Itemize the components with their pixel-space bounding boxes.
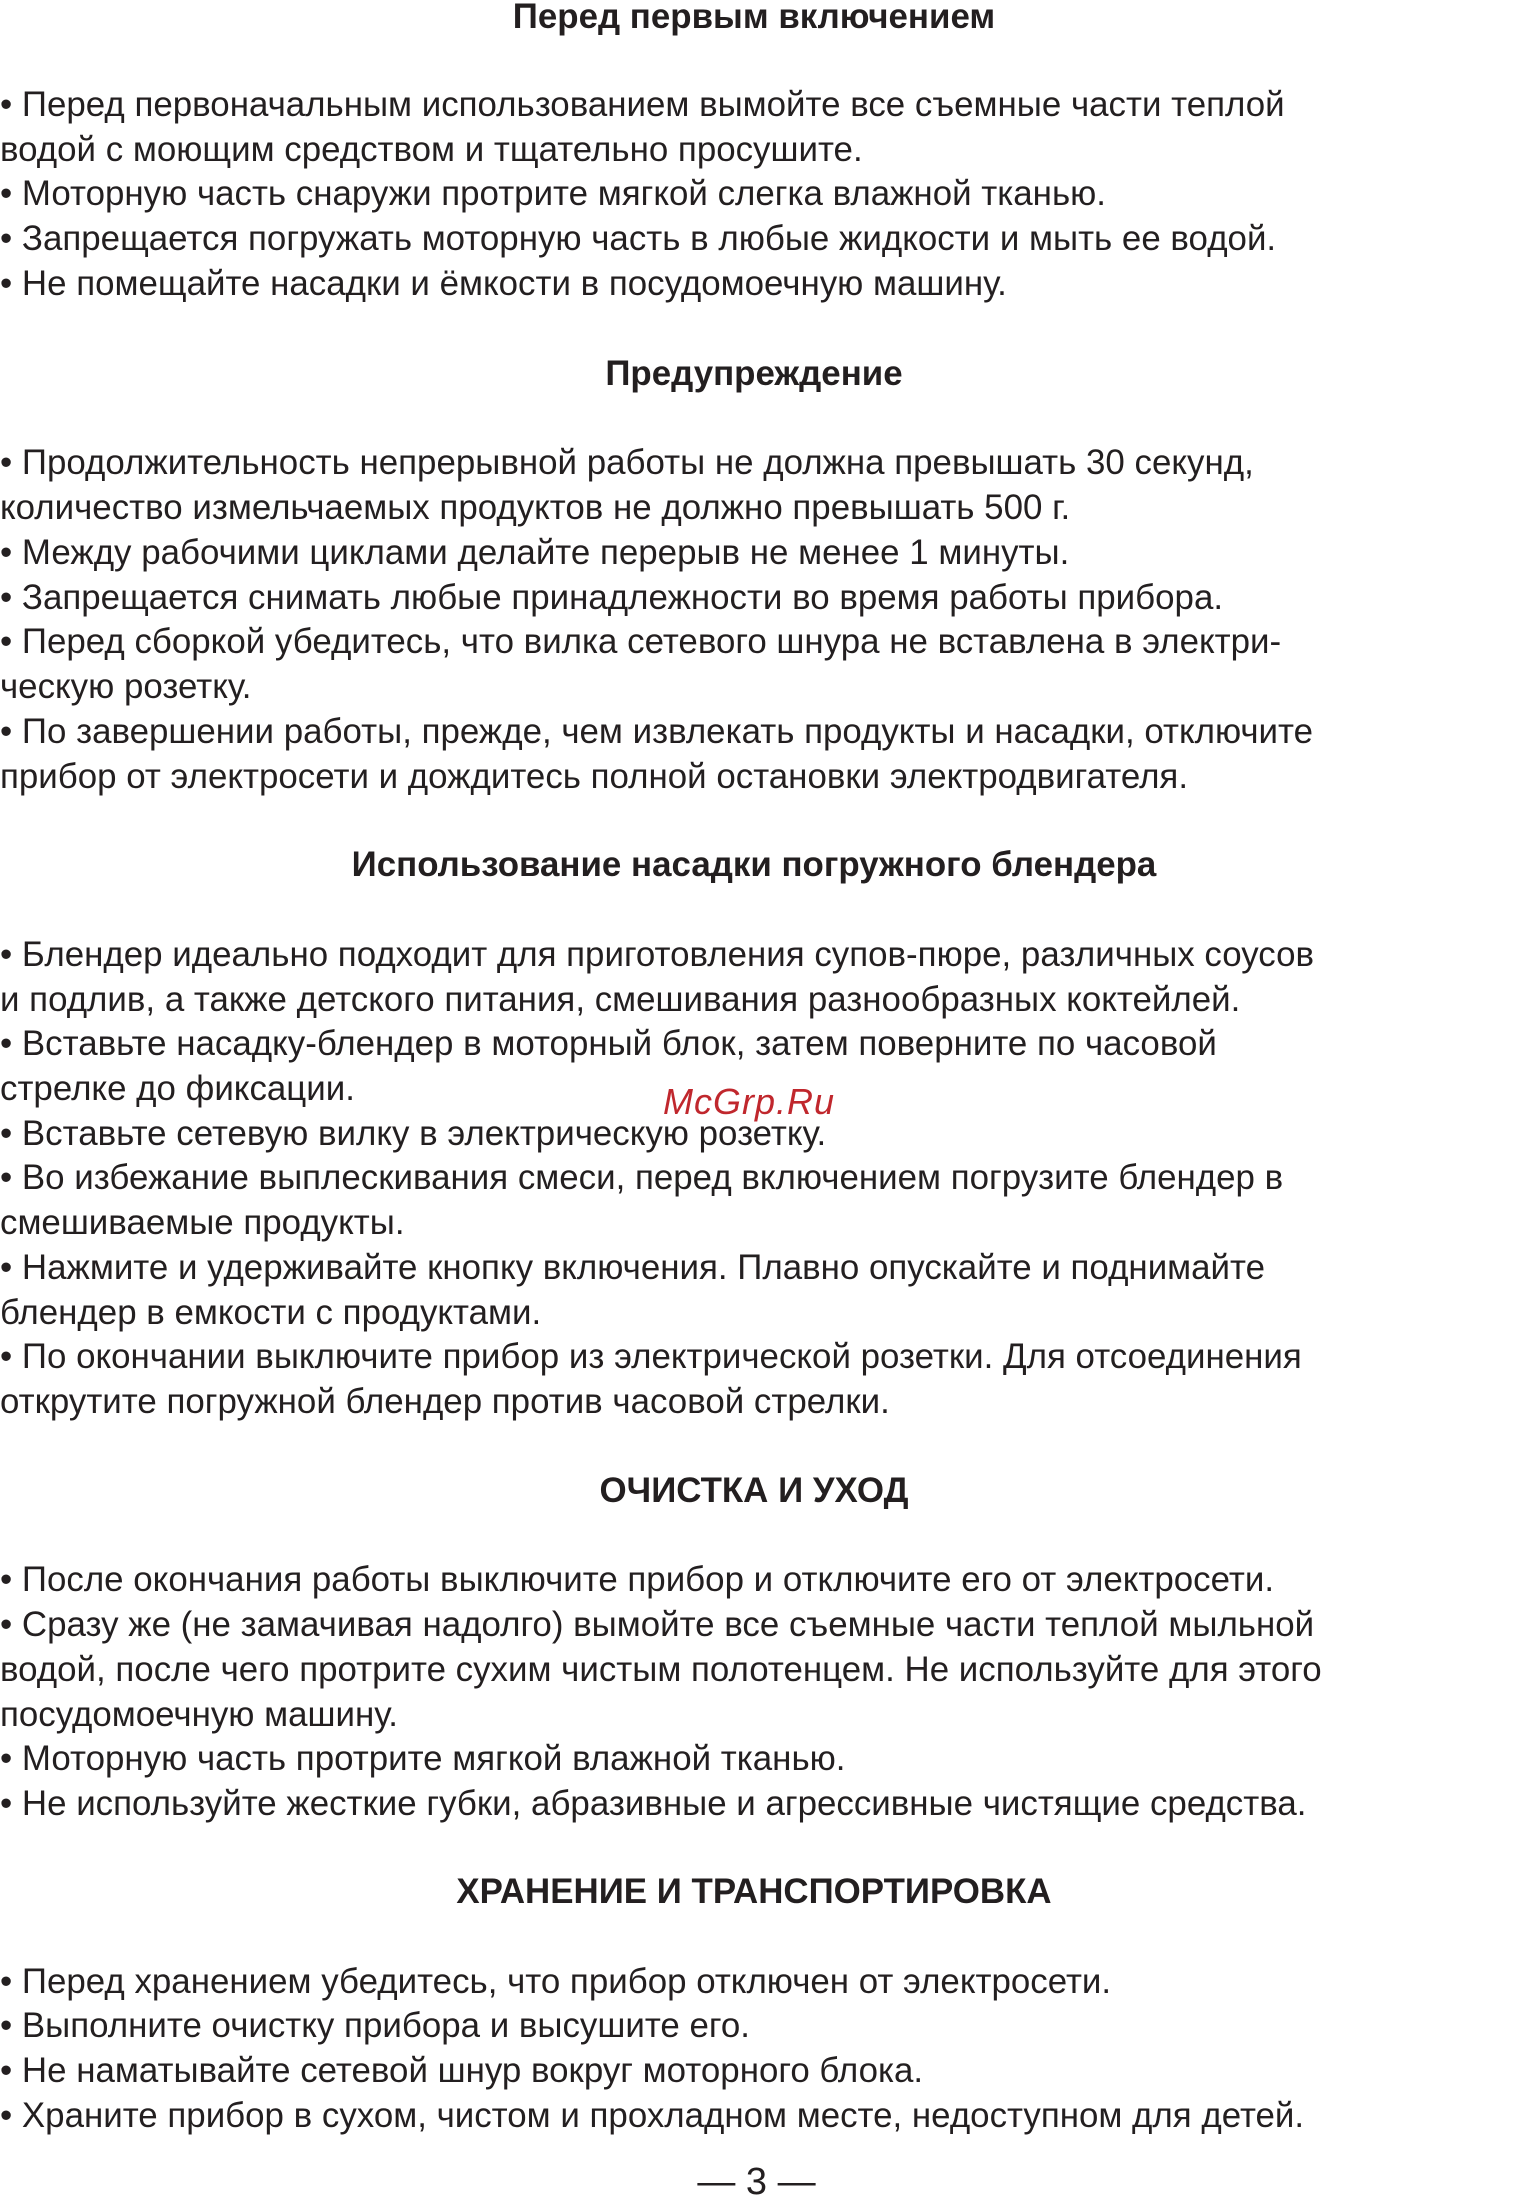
- item-line: • Храните прибор в сухом, чистом и прохладном месте, недоступном для детей.: [0, 2096, 1305, 2135]
- list-item: [0, 2094, 1513, 2139]
- list-item: [0, 531, 1513, 576]
- list-item: [0, 1737, 1513, 1782]
- item-line: водой, после чего протрите сухим чистым полотенцем. Не используйте для этого: [0, 1649, 1322, 1689]
- item-line: • Между рабочими циклами делайте перерыв не менее 1 минуты.: [0, 533, 1070, 572]
- section-title-cleaning: ОЧИСТКА И УХОД: [599, 1471, 909, 1510]
- list-item: [0, 1156, 1513, 1246]
- list-item: [0, 710, 1513, 800]
- item-line: • Выполните очистку прибора и высушите его.: [0, 2006, 750, 2045]
- section-title-blender-usage: Использование насадки погружного блендера: [351, 845, 1157, 884]
- item-line: • Перед сборкой убедитесь, что вилка сетевого шнура не вставлена в электри-: [0, 622, 1282, 661]
- list-item: [0, 2049, 1513, 2094]
- list-item: [0, 2004, 1513, 2049]
- list-item: [0, 172, 1513, 217]
- list-item: [0, 217, 1513, 262]
- item-line: и подлив, а также детского питания, смешивания разнообразных коктейлей.: [0, 979, 1241, 1019]
- item-line: • Не помещайте насадки и ёмкости в посудомоечную машину.: [0, 264, 1007, 303]
- list-item: [0, 1782, 1513, 1827]
- list-item: [0, 83, 1513, 173]
- item-line: блендер в емкости с продуктами.: [0, 1292, 542, 1332]
- list-item: [0, 620, 1513, 710]
- list-item: [0, 933, 1513, 1023]
- item-line: • Вставьте сетевую вилку в электрическую розетку.: [0, 1114, 827, 1153]
- watermark: McGrp.Ru: [663, 1081, 836, 1122]
- list-item: [0, 1246, 1513, 1336]
- list-item: [0, 1335, 1513, 1425]
- list-item: [0, 1558, 1513, 1603]
- list-item: [0, 1603, 1513, 1737]
- item-line: • Не используйте жесткие губки, абразивные и агрессивные чистящие средства.: [0, 1784, 1307, 1823]
- list-item: [0, 262, 1513, 307]
- item-line: • Перед хранением убедитесь, что прибор отключен от электросети.: [0, 1962, 1112, 2001]
- item-line: смешиваемые продукты.: [0, 1202, 405, 1242]
- page-number: — 3 —: [697, 2161, 816, 2203]
- list-item: [0, 1960, 1513, 2005]
- item-line: водой с моющим средством и тщательно просушите.: [0, 129, 863, 169]
- item-line: • По завершении работы, прежде, чем извлекать продукты и насадки, отключите: [0, 712, 1314, 751]
- item-line: • Запрещается погружать моторную часть в любые жидкости и мыть ее водой.: [0, 219, 1277, 258]
- section-title-storage: ХРАНЕНИЕ И ТРАНСПОРТИРОВКА: [456, 1872, 1052, 1911]
- item-line: • Перед первоначальным использованием вымойте все съемные части теплой: [0, 85, 1285, 124]
- list-item: [0, 441, 1513, 531]
- item-line: стрелке до фиксации.: [0, 1068, 355, 1108]
- item-line: • Нажмите и удерживайте кнопку включения. Плавно опускайте и поднимайте: [0, 1248, 1266, 1287]
- item-line: количество измельчаемых продуктов не должно превышать 500 г.: [0, 487, 1071, 527]
- item-line: открутите погружной блендер против часовой стрелки.: [0, 1381, 890, 1421]
- list-item: [0, 576, 1513, 621]
- section-title-first-use: Перед первым включением: [512, 0, 996, 36]
- item-line: • Моторную часть протрите мягкой влажной тканью.: [0, 1739, 846, 1778]
- section-title-warning: Предупреждение: [605, 354, 903, 393]
- item-line: • После окончания работы выключите прибор и отключите его от электросети.: [0, 1560, 1275, 1599]
- item-line: • Во избежание выплескивания смеси, перед включением погрузите блендер в: [0, 1158, 1284, 1197]
- item-line: • Запрещается снимать любые принадлежности во время работы прибора.: [0, 578, 1224, 617]
- item-line: • Не наматывайте сетевой шнур вокруг моторного блока.: [0, 2051, 924, 2090]
- item-line: • Сразу же (не замачивая надолго) вымойте все съемные части теплой мыльной: [0, 1605, 1315, 1644]
- item-line: ческую розетку.: [0, 666, 252, 706]
- item-line: • Моторную часть снаружи протрите мягкой слегка влажной тканью.: [0, 174, 1106, 213]
- item-line: • Продолжительность непрерывной работы не должна превышать 30 секунд,: [0, 443, 1254, 482]
- item-line: • По окончании выключите прибор из электрической розетки. Для отсоединения: [0, 1337, 1302, 1376]
- item-line: прибор от электросети и дождитесь полной остановки электродвигателя.: [0, 756, 1189, 796]
- item-line: • Блендер идеально подходит для приготовления супов-пюре, различных соусов: [0, 935, 1315, 974]
- item-line: • Вставьте насадку-блендер в моторный блок, затем поверните по часовой: [0, 1024, 1217, 1063]
- item-line: посудомоечную машину.: [0, 1694, 398, 1734]
